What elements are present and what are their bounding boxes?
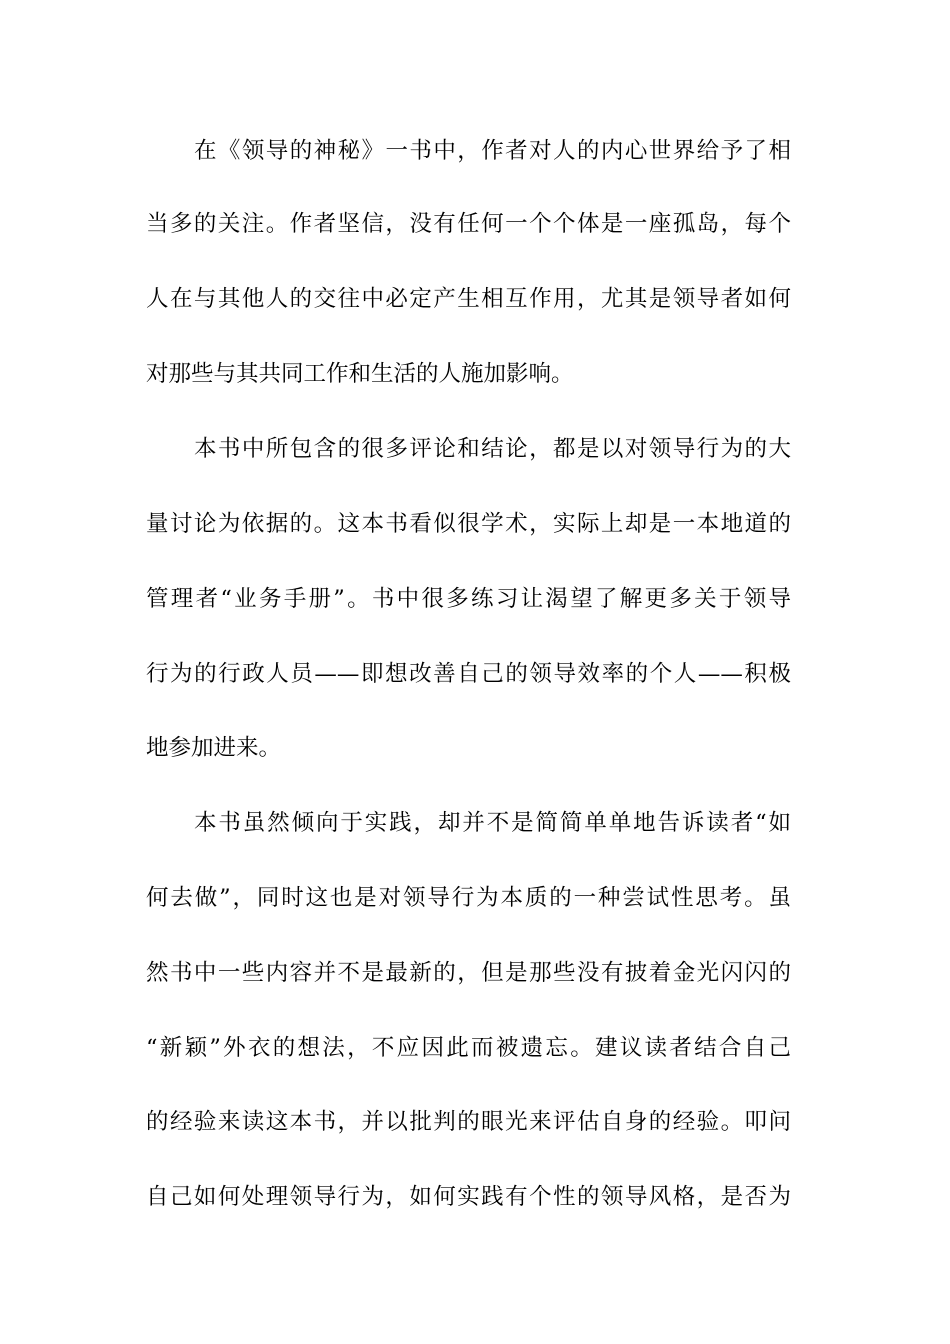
paragraph-2-line-5: 地参加进来。 bbox=[146, 735, 282, 761]
paragraph-1-line-4: 对那些与其共同工作和生活的人施加影响。 bbox=[146, 361, 574, 387]
paragraph-1-line-2: 当多的关注。作者坚信，没有任何一个个体是一座孤岛，每个 bbox=[146, 211, 791, 237]
paragraph-3-line-3: 然书中一些内容并不是最新的，但是那些没有披着金光闪闪的 bbox=[146, 960, 791, 986]
paragraph-3-line-2: 何去做”，同时这也是对领导行为本质的一种尝试性思考。虽 bbox=[146, 885, 791, 911]
paragraph-2-line-4: 行为的行政人员——即想改善自己的领导效率的个人——积极 bbox=[146, 661, 791, 687]
paragraph-2-line-3: 管理者“业务手册”。书中很多练习让渴望了解更多关于领导 bbox=[146, 586, 791, 612]
paragraph-2-line-1: 本书中所包含的很多评论和结论，都是以对领导行为的大 bbox=[194, 436, 791, 462]
paragraph-1-line-1: 在《领导的神秘》一书中，作者对人的内心世界给予了相 bbox=[194, 138, 791, 164]
paragraph-3-line-6: 自己如何处理领导行为，如何实践有个性的领导风格，是否为 bbox=[146, 1184, 791, 1210]
paragraph-3-line-4: “新颖”外衣的想法，不应因此而被遗忘。建议读者结合自己 bbox=[146, 1035, 791, 1061]
paragraph-3-line-5: 的经验来读这本书，并以批判的眼光来评估自身的经验。叩问 bbox=[146, 1109, 791, 1135]
paragraph-1-line-3: 人在与其他人的交往中必定产生相互作用，尤其是领导者如何 bbox=[146, 286, 791, 312]
paragraph-3-line-1: 本书虽然倾向于实践，却并不是简简单单地告诉读者“如 bbox=[194, 810, 791, 836]
paragraph-2-line-2: 量讨论为依据的。这本书看似很学术，实际上却是一本地道的 bbox=[146, 511, 791, 537]
